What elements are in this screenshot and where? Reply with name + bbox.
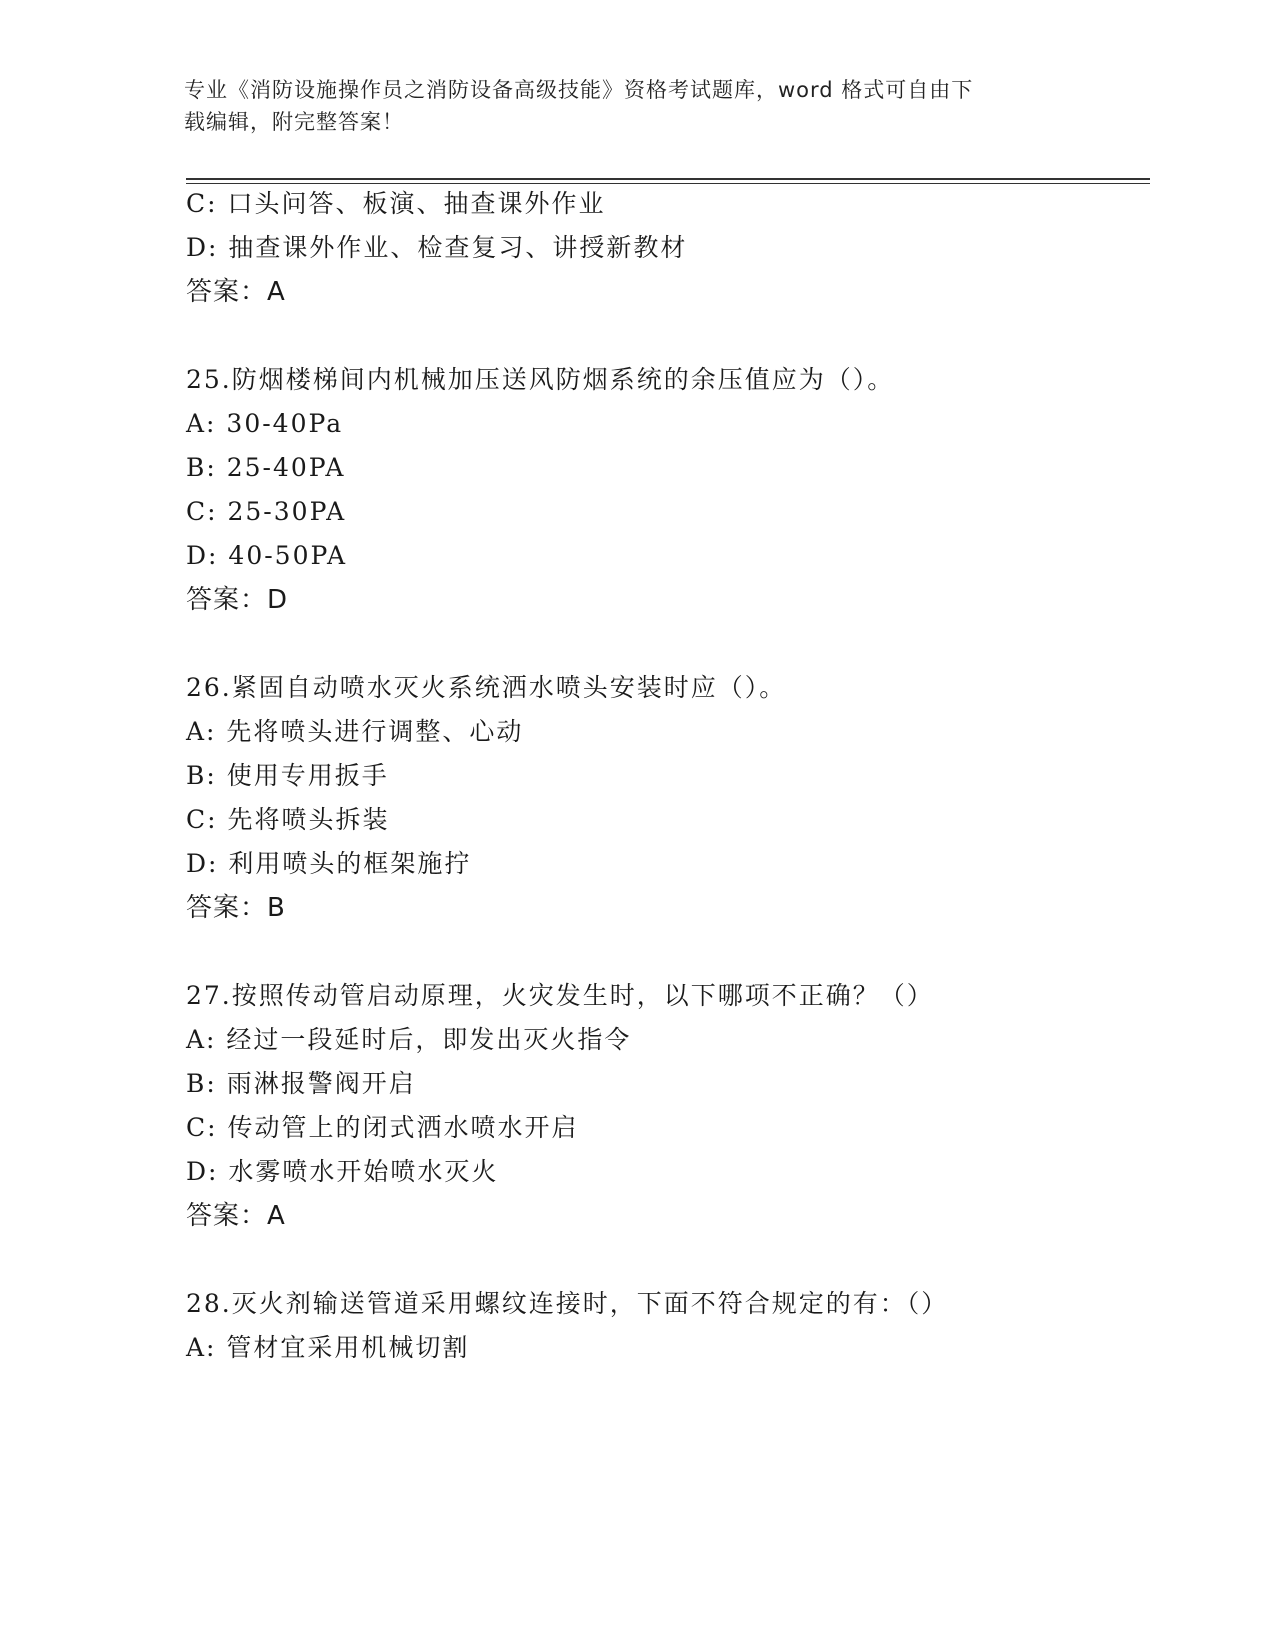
question-25-option-b: B: 25-40PA bbox=[186, 453, 346, 482]
question-27-option-c: C: 传动管上的闭式洒水喷水开启 bbox=[186, 1113, 579, 1142]
header-divider-thin bbox=[186, 183, 1150, 184]
question-26-stem: 26.紧固自动喷水灭火系统洒水喷头安装时应（）。 bbox=[186, 673, 787, 702]
header-line-2: 载编辑，附完整答案！ bbox=[184, 110, 404, 134]
header-line-1: 专业《消防设施操作员之消防设备高级技能》资格考试题库，word 格式可自由下 bbox=[184, 78, 974, 102]
question-27-option-b: B: 雨淋报警阀开启 bbox=[186, 1069, 416, 1098]
question-25-answer: 答案：D bbox=[186, 585, 289, 615]
question-25-option-a: A: 30-40Pa bbox=[186, 409, 344, 438]
question-26-option-a: A: 先将喷头进行调整、心动 bbox=[186, 717, 524, 746]
question-26-option-c: C: 先将喷头拆装 bbox=[186, 805, 390, 834]
question-27-option-a: A: 经过一段延时后，即发出灭火指令 bbox=[186, 1025, 632, 1054]
question-25-option-c: C: 25-30PA bbox=[186, 497, 347, 526]
prev-option-c: C: 口头问答、板演、抽查课外作业 bbox=[186, 189, 606, 218]
prev-answer: 答案：A bbox=[186, 277, 286, 307]
question-28-stem: 28.灭火剂输送管道采用螺纹连接时，下面不符合规定的有：（） bbox=[186, 1289, 949, 1318]
header-divider-thick bbox=[186, 178, 1150, 180]
question-26-option-d: D: 利用喷头的框架施拧 bbox=[186, 849, 472, 878]
question-27-answer: 答案：A bbox=[186, 1201, 286, 1231]
prev-option-d: D: 抽查课外作业、检查复习、讲授新教材 bbox=[186, 233, 688, 262]
question-25-stem: 25.防烟楼梯间内机械加压送风防烟系统的余压值应为（）。 bbox=[186, 365, 895, 394]
question-26-option-b: B: 使用专用扳手 bbox=[186, 761, 389, 790]
question-25-option-d: D: 40-50PA bbox=[186, 541, 348, 570]
question-27-option-d: D: 水雾喷水开始喷水灭火 bbox=[186, 1157, 499, 1186]
question-26-answer: 答案：B bbox=[186, 893, 286, 923]
question-27-stem: 27.按照传动管启动原理，火灾发生时，以下哪项不正确？（） bbox=[186, 981, 934, 1010]
question-28-option-a: A: 管材宜采用机械切割 bbox=[186, 1333, 470, 1362]
document-header bbox=[184, 74, 1064, 138]
